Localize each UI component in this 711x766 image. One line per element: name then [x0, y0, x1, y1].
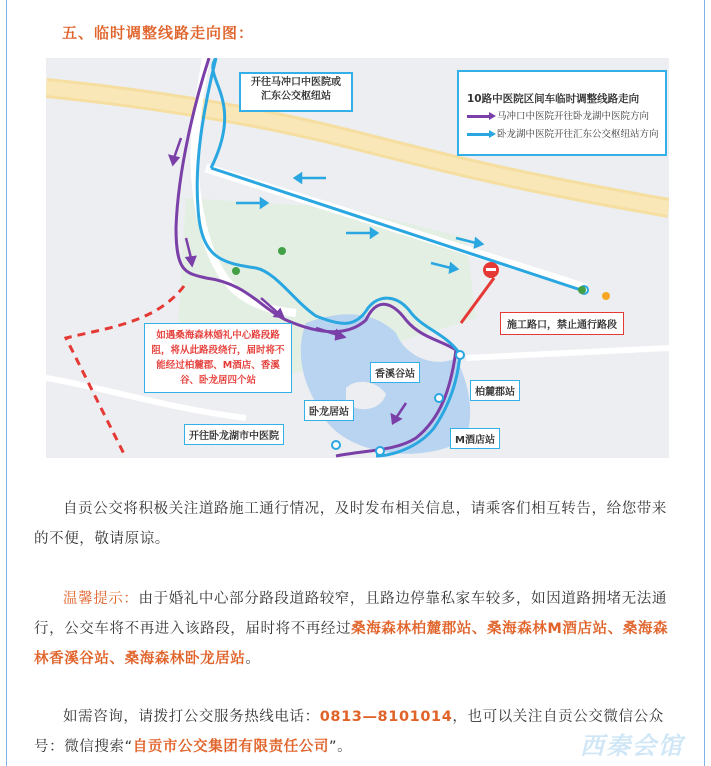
purple-arrow-icon	[467, 115, 491, 118]
blue-arrow-icon	[467, 133, 491, 136]
top-direction-label: 开往马冲口中医院或 汇东公交枢纽站	[239, 72, 353, 112]
paragraph-notice: 自贡公交将积极关注道路施工通行情况，及时发布相关信息，请乘客们相互转告，给您带来的不便，敬请原谅。	[34, 501, 667, 547]
stop-xiangxigu: 香溪谷站	[370, 362, 420, 383]
stop-bailujun: 柏麓郡站	[470, 380, 520, 401]
tip-label: 温馨提示：	[63, 591, 139, 607]
legend-item-inbound: 卧龙湖中医院开往汇东公交枢纽站方向	[467, 128, 659, 142]
route-map	[46, 58, 669, 458]
legend-item-outbound: 马冲口中医院开往卧龙湖中医院方向	[467, 110, 649, 124]
poi-icon	[278, 247, 286, 255]
tip-stations: 桑海森林柏麓郡站、桑海森林M酒店站、桑海森林香溪谷站、桑海森林卧龙居站	[34, 621, 669, 667]
hotline-phone: 0813—8101014	[319, 709, 453, 725]
section-heading: 五、临时调整线路走向图：	[62, 24, 255, 42]
map-legend	[457, 70, 667, 156]
paragraph-contact: 如需咨询，请拨打公交服务热线电话：0813—8101014，也可以关注自贡公交微信公众号：微信搜索“自贡市公交集团有限责任公司”。	[34, 709, 664, 755]
construction-label: 施工路口，禁止通行路段	[500, 312, 624, 335]
bottom-direction-label: 开往卧龙湖市中医院	[184, 424, 284, 445]
stop-m-hotel: M酒店站	[450, 428, 500, 449]
stop-wolongju: 卧龙居站	[304, 400, 354, 421]
paragraph-tip: 温馨提示：由于婚礼中心部分路段道路较窄，且路边停靠私家车较多，如因道路拥堵无法通行，公交车将不再进入该路段，届时将不再经过桑海森林柏麓郡站、桑海森林M酒店站、桑海森林香溪谷站、桑海森林卧龙居站。	[34, 591, 669, 667]
tip-text: 由于婚礼中心部分路段道路较窄，且路边停靠私家车较多，如因道路拥堵无法通行，公交车将不再进入该路段，届时将不再经过	[34, 591, 667, 637]
right-border	[704, 0, 705, 766]
detour-notice: 如遇桑海森林婚礼中心路段路阻，将从此路段绕行，届时将不能经过柏麓郡、M酒店、香溪谷、卧龙居四个站	[144, 323, 292, 393]
legend-title: 10路中医院区间车临时调整线路走向	[467, 93, 640, 105]
wechat-account: 自贡市公交集团有限责任公司	[132, 739, 330, 755]
left-border	[6, 0, 7, 766]
watermark: 西秦会馆	[580, 732, 684, 760]
